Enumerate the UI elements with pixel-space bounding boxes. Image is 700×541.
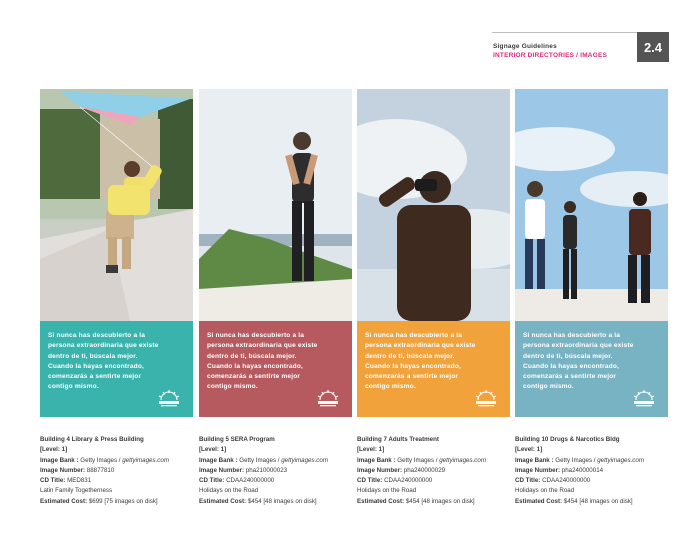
level: [Level: 1]: [515, 446, 543, 454]
level: [Level: 1]: [40, 446, 68, 454]
cd-title: CD Title: CDAA240000000: [515, 477, 591, 485]
image-number: Image Number: pha210000023: [199, 466, 288, 474]
collection-name: Holidays on the Road: [199, 487, 259, 495]
collection-name: Holidays on the Road: [357, 487, 417, 495]
building-name: Building 10 Drugs & Narcotics Bldg: [515, 436, 620, 443]
image-bank: Image Bank : Getty Images / gettyimages.com: [515, 456, 644, 464]
building-name: Building 5 SERA Program: [199, 436, 275, 443]
message-panel: [40, 321, 193, 417]
card-info-1: [40, 435, 210, 507]
image-bank: Image Bank : Getty Images / gettyimages.com: [199, 456, 328, 464]
collection-name: Holidays on the Road: [515, 487, 575, 495]
page-title: Signage Guidelines: [493, 43, 557, 50]
header: [493, 42, 607, 60]
sunrise-logo-icon: [472, 388, 500, 408]
signage-card-4: [515, 89, 668, 417]
page-number-badge: 2.4: [637, 32, 669, 62]
panel-message: Si nunca has descubierto a la persona extraordinaria que existe dentro de ti, búscala mejor. Cuando la hayas encontrado, comenzarás a sentirte mejor contigo mismo.: [365, 332, 476, 391]
image-bank: Image Bank : Getty Images / gettyimages.com: [40, 456, 169, 464]
sunrise-logo-icon: [630, 388, 658, 408]
collection-name: Latin Family Togetherness: [40, 487, 113, 495]
estimated-cost: Estimated Cost: $454 [48 images on disk]: [199, 497, 317, 505]
message-panel: [357, 321, 510, 417]
photo-man-with-binoculars: [357, 89, 510, 321]
photo-boy-with-kite: [40, 89, 193, 321]
estimated-cost: Estimated Cost: $454 [48 images on disk]: [515, 497, 633, 505]
estimated-cost: Estimated Cost: $699 [75 images on disk]: [40, 497, 158, 505]
panel-message: Si nunca has descubierto a la persona extraordinaria que existe dentro de ti, búscala mejor. Cuando la hayas encontrado, comenzarás a sentirte mejor contigo mismo.: [523, 332, 634, 391]
level: [Level: 1]: [199, 446, 227, 454]
cd-title: CD Title: CDAA240000000: [199, 477, 275, 485]
cd-title: CD Title: MED831: [40, 477, 92, 485]
message-panel: [515, 321, 668, 417]
photo-woman-by-sea: [199, 89, 352, 321]
image-bank: Image Bank : Getty Images / gettyimages.com: [357, 456, 486, 464]
image-number: Image Number: pha240000014: [515, 466, 604, 474]
sunrise-logo-icon: [155, 388, 183, 408]
sunrise-logo-icon: [314, 388, 342, 408]
card-info-2: [199, 435, 369, 507]
cd-title: CD Title: CDAA240000000: [357, 477, 433, 485]
signage-card-3: [357, 89, 510, 417]
signage-card-2: [199, 89, 352, 417]
photo-friends-running: [515, 89, 668, 321]
image-number: Image Number: 88877810: [40, 466, 115, 474]
panel-message: Si nunca has descubierto a la persona extraordinaria que existe dentro de ti, búscala mejor. Cuando la hayas encontrado, comenzarás a sentirte mejor contigo mismo.: [48, 332, 159, 391]
estimated-cost: Estimated Cost: $454 [48 images on disk]: [357, 497, 475, 505]
signage-card-1: [40, 89, 193, 417]
building-name: Building 4 Library & Press Building: [40, 436, 144, 443]
page-subtitle: INTERIOR DIRECTORIES / IMAGES: [493, 52, 608, 59]
building-name: Building 7 Adults Treatment: [357, 436, 439, 443]
level: [Level: 1]: [357, 446, 385, 454]
header-rule: [492, 32, 638, 33]
card-info-4: [515, 435, 685, 507]
image-number: Image Number: pha240000029: [357, 466, 446, 474]
card-info-3: [357, 435, 527, 507]
panel-message: Si nunca has descubierto a la persona extraordinaria que existe dentro de ti, búscala mejor. Cuando la hayas encontrado, comenzarás a sentirte mejor contigo mismo.: [207, 332, 318, 391]
message-panel: [199, 321, 352, 417]
